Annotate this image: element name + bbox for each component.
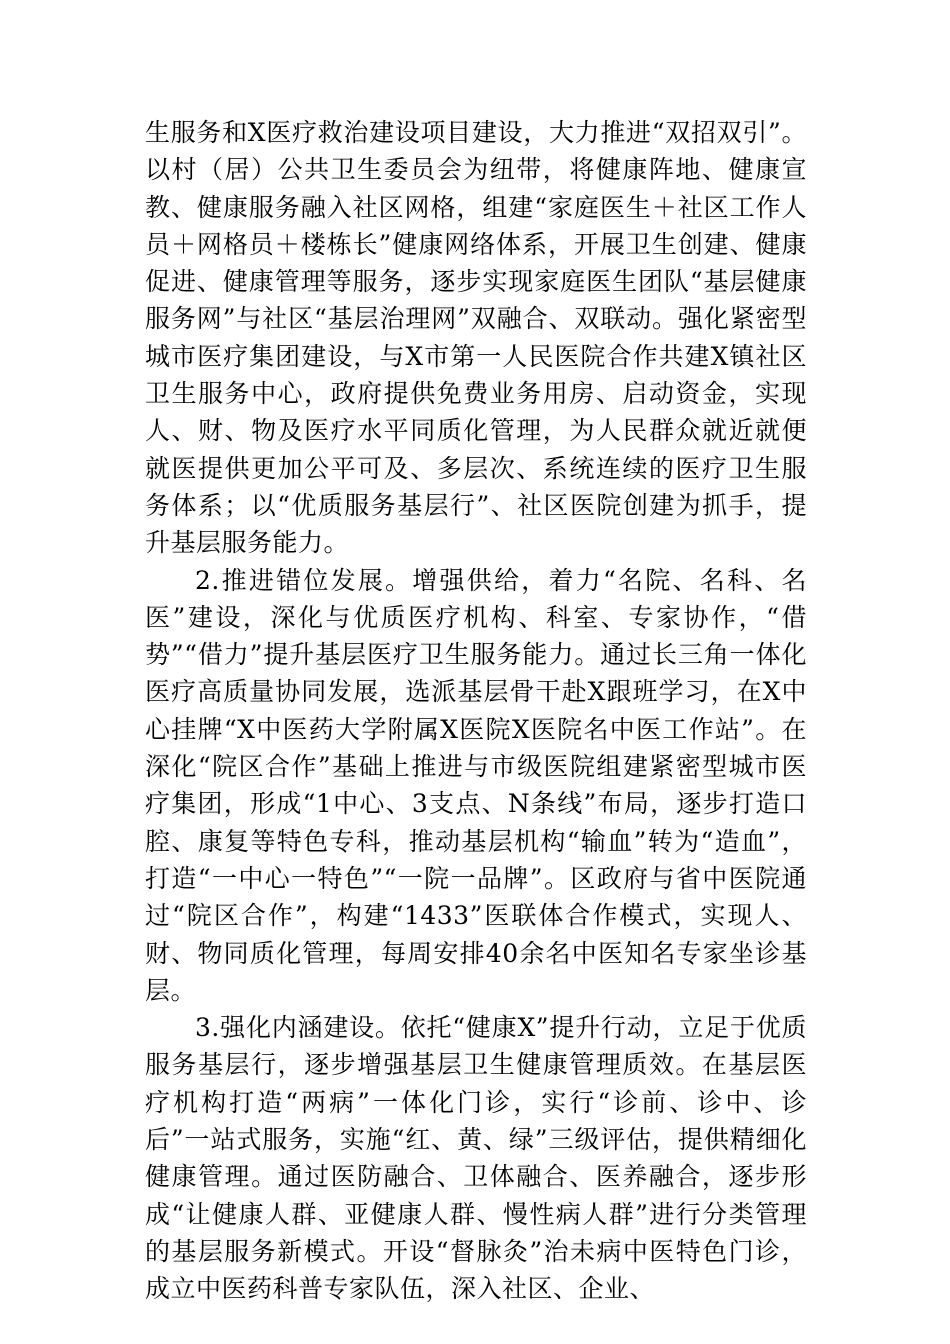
paragraph-continuation: 生服务和X医疗救治建设项目建设，大力推进“双招双引”。以村（居）公共卫生委员会为纽带，将健康阵地、健康宣教、健康服务融入社区网格，组建“家庭医生＋社区工作人员＋网格员＋楼栋长”健康网络体系，开展卫生创建、健康促进、健康管理等服务，逐步实现家庭医生团队“基层健康服务网”与社区“基层治理网”双融合、双联动。强化紧密型城市医疗集团建设，与X市第一人民医院合作共建X镇社区卫生服务中心，政府提供免费业务用房、启动资金，实现人、财、物及医疗水平同质化管理，为人民群众就近就便就医提供更加公平可及、多层次、系统连续的医疗卫生服务体系；以“优质服务基层行”、社区医院创建为抓手，提升基层服务能力。 bbox=[145, 118, 807, 558]
document-body bbox=[145, 114, 807, 1308]
paragraph-section-2: 2.推进错位发展。增强供给，着力“名院、名科、名医”建设，深化与优质医疗机构、科室、专家协作，“借势”“借力”提升基层医疗卫生服务能力。通过长三角一体化医疗高质量协同发展，选派基层骨干赴X跟班学习，在X中心挂牌“X中医药大学附属X医院X医院名中医工作站”。在深化“院区合作”基础上推进与市级医院组建紧密型城市医疗集团，形成“1中心、3支点、N条线”布局，逐步打造口腔、康复等特色专科，推动基层机构“输血”转为“造血”，打造“一中心一特色”“一院一品牌”。区政府与省中医院通过“院区合作”，构建“1433”医联体合作模式，实现人、财、物同质化管理，每周安排40余名中医知名专家坐诊基层。 bbox=[145, 565, 807, 1005]
paragraph-section-3: 3.强化内涵建设。依托“健康X”提升行动，立足于优质服务基层行，逐步增强基层卫生健康管理质效。在基层医疗机构打造“两病”一体化门诊，实行“诊前、诊中、诊后”一站式服务，实施“红、黄、绿”三级评估，提供精细化健康管理。通过医防融合、卫体融合、医养融合，逐步形成“让健康人群、亚健康人群、慢性病人群”进行分类管理的基层服务新模式。开设“督脉灸”治未病中医特色门诊，成立中医药科普专家队伍，深入社区、企业、 bbox=[145, 1013, 807, 1304]
